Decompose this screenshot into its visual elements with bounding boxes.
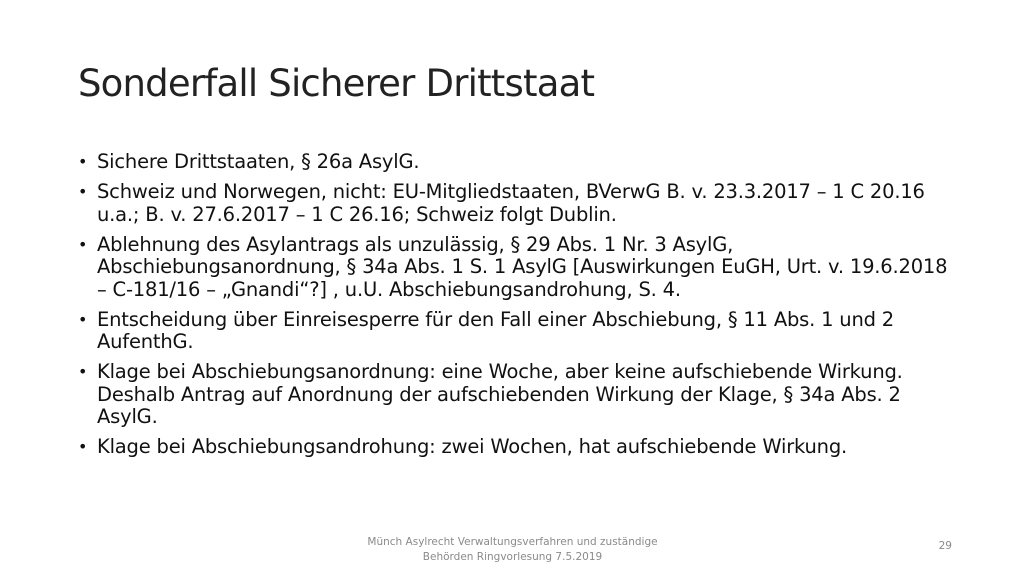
bullet-item	[78, 151, 958, 174]
bullet-dot-icon: •	[78, 437, 88, 456]
footer-line-1: Münch Asylrecht Verwaltungsverfahren und zuständige	[367, 536, 658, 548]
bullet-item	[78, 309, 958, 354]
bullet-item	[78, 181, 958, 226]
slide-title: Sonderfall Sicherer Drittstaat	[78, 62, 595, 105]
bullet-text: Entscheidung über Einreisesperre für den Fall einer Abschiebung, § 11 Abs. 1 und 2 AufenthG.	[97, 307, 895, 353]
bullet-item	[78, 234, 958, 302]
bullet-dot-icon: •	[78, 234, 88, 254]
bullet-text: Klage bei Abschiebungsanordnung: eine Woche, aber keine aufschiebende Wirkung. Deshalb Antrag auf Anordnung der aufschiebenden Wirkung der Klage, § 34a Abs. 2 AsylG.	[97, 360, 903, 428]
bullet-item	[78, 361, 958, 429]
bullet-text: Ablehnung des Asylantrags als unzulässig, § 29 Abs. 1 Nr. 3 AsylG, Abschiebungsanordnung, § 34a Abs. 1 S. 1 AsylG [Auswirkungen EuGH, Urt. v. 19.6.2018 – C-181/16 – „Gnandi“?] , u.U. Abschiebungsandrohung, S. 4.	[97, 232, 948, 301]
bullet-text: Schweiz und Norwegen, nicht: EU-Mitgliedstaaten, BVerwG B. v. 23.3.2017 – 1 C 20.16 u.a.; B. v. 27.6.2017 – 1 C 26.16; Schweiz folgt Dublin.	[97, 180, 925, 226]
slide-footer	[350, 535, 675, 565]
bullet-item	[78, 436, 958, 459]
bullet-dot-icon: •	[78, 309, 88, 329]
bullet-list	[78, 151, 958, 466]
footer-line-2: Behörden Ringvorlesung 7.5.2019	[422, 551, 603, 563]
bullet-dot-icon: •	[78, 152, 88, 171]
bullet-text: Sichere Drittstaaten, § 26a AsylG.	[97, 150, 420, 173]
bullet-text: Klage bei Abschiebungsandrohung: zwei Wochen, hat aufschiebende Wirkung.	[97, 435, 848, 458]
page-number: 29	[938, 540, 952, 552]
bullet-dot-icon: •	[78, 362, 88, 381]
bullet-dot-icon: •	[78, 182, 88, 201]
